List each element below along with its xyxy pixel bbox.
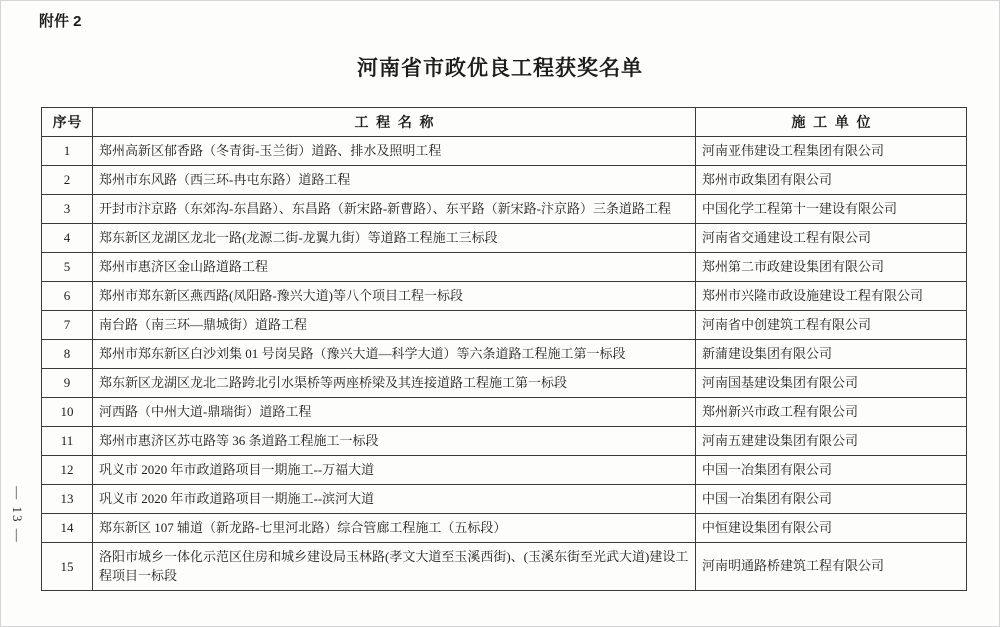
table-row <box>42 137 967 166</box>
table-row <box>42 543 967 591</box>
cell-company: 中国一冶集团有限公司 <box>696 456 967 485</box>
header-project-name: 工程名称 <box>93 108 696 137</box>
cell-project: 郑东新区龙湖区龙北一路(龙源二街-龙翼九街）等道路工程施工三标段 <box>93 224 696 253</box>
cell-project: 巩义市 2020 年市政道路项目一期施工--滨河大道 <box>93 485 696 514</box>
table-row <box>42 514 967 543</box>
table-row <box>42 456 967 485</box>
page-title: 河南省市政优良工程获奖名单 <box>357 57 643 80</box>
cell-company: 河南亚伟建设工程集团有限公司 <box>696 137 967 166</box>
cell-company: 河南国基建设集团有限公司 <box>696 369 967 398</box>
cell-project: 郑州市东风路（西三环-冉屯东路）道路工程 <box>93 166 696 195</box>
cell-company: 中恒建设集团有限公司 <box>696 514 967 543</box>
cell-project: 郑州高新区郁香路（冬青街-玉兰街）道路、排水及照明工程 <box>93 137 696 166</box>
cell-project: 巩义市 2020 年市政道路项目一期施工--万福大道 <box>93 456 696 485</box>
cell-project: 郑州市惠济区苏屯路等 36 条道路工程施工一标段 <box>93 427 696 456</box>
cell-project: 郑州市郑东新区白沙刘集 01 号岗吴路（豫兴大道—科学大道）等六条道路工程施工第一标段 <box>93 340 696 369</box>
table-header <box>42 108 967 137</box>
cell-no: 4 <box>42 224 93 253</box>
table-row <box>42 253 967 282</box>
cell-no: 6 <box>42 282 93 311</box>
table-row <box>42 398 967 427</box>
table-row <box>42 195 967 224</box>
cell-company: 新蒲建设集团有限公司 <box>696 340 967 369</box>
table-row <box>42 369 967 398</box>
cell-company: 河南五建建设集团有限公司 <box>696 427 967 456</box>
cell-project: 洛阳市城乡一体化示范区住房和城乡建设局玉林路(孝文大道至玉溪西街)、(玉溪东街至光武大道)建设工程项目一标段 <box>93 543 696 591</box>
cell-no: 9 <box>42 369 93 398</box>
table-row <box>42 427 967 456</box>
cell-project: 开封市汴京路（东郊沟-东昌路）、东昌路（新宋路-新曹路）、东平路（新宋路-汴京路）三条道路工程 <box>93 195 696 224</box>
cell-no: 8 <box>42 340 93 369</box>
cell-no: 11 <box>42 427 93 456</box>
cell-project: 郑东新区龙湖区龙北二路跨北引水渠桥等两座桥梁及其连接道路工程施工第一标段 <box>93 369 696 398</box>
table-row <box>42 166 967 195</box>
cell-project: 郑东新区 107 辅道（新龙路-七里河北路）综合管廊工程施工（五标段） <box>93 514 696 543</box>
award-table <box>41 107 967 591</box>
cell-no: 10 <box>42 398 93 427</box>
cell-no: 12 <box>42 456 93 485</box>
table-row <box>42 311 967 340</box>
cell-no: 5 <box>42 253 93 282</box>
cell-company: 郑州第二市政建设集团有限公司 <box>696 253 967 282</box>
cell-no: 2 <box>42 166 93 195</box>
cell-company: 郑州市政集团有限公司 <box>696 166 967 195</box>
cell-no: 1 <box>42 137 93 166</box>
cell-project: 河西路（中州大道-鼎瑞街）道路工程 <box>93 398 696 427</box>
cell-no: 7 <box>42 311 93 340</box>
cell-company: 中国一冶集团有限公司 <box>696 485 967 514</box>
attachment-label: 附件 2 <box>39 13 82 30</box>
header-no: 序号 <box>42 108 93 137</box>
header-construction-unit: 施工单位 <box>696 108 967 137</box>
cell-company: 郑州新兴市政工程有限公司 <box>696 398 967 427</box>
table-row <box>42 485 967 514</box>
cell-no: 3 <box>42 195 93 224</box>
cell-company: 河南省中创建筑工程有限公司 <box>696 311 967 340</box>
cell-company: 河南明通路桥建筑工程有限公司 <box>696 543 967 591</box>
table-header-row <box>42 108 967 137</box>
cell-company: 郑州市兴隆市政设施建设工程有限公司 <box>696 282 967 311</box>
table-body <box>42 137 967 591</box>
cell-project: 郑州市惠济区金山路道路工程 <box>93 253 696 282</box>
cell-project: 郑州市郑东新区燕西路(凤阳路-豫兴大道)等八个项目工程一标段 <box>93 282 696 311</box>
cell-project: 南台路（南三环—鼎城街）道路工程 <box>93 311 696 340</box>
cell-company: 中国化学工程第十一建设有限公司 <box>696 195 967 224</box>
cell-no: 15 <box>42 543 93 591</box>
cell-no: 14 <box>42 514 93 543</box>
table-row <box>42 224 967 253</box>
cell-company: 河南省交通建设工程有限公司 <box>696 224 967 253</box>
page-number: — 13 — <box>10 486 25 544</box>
cell-no: 13 <box>42 485 93 514</box>
table-row <box>42 340 967 369</box>
table-row <box>42 282 967 311</box>
